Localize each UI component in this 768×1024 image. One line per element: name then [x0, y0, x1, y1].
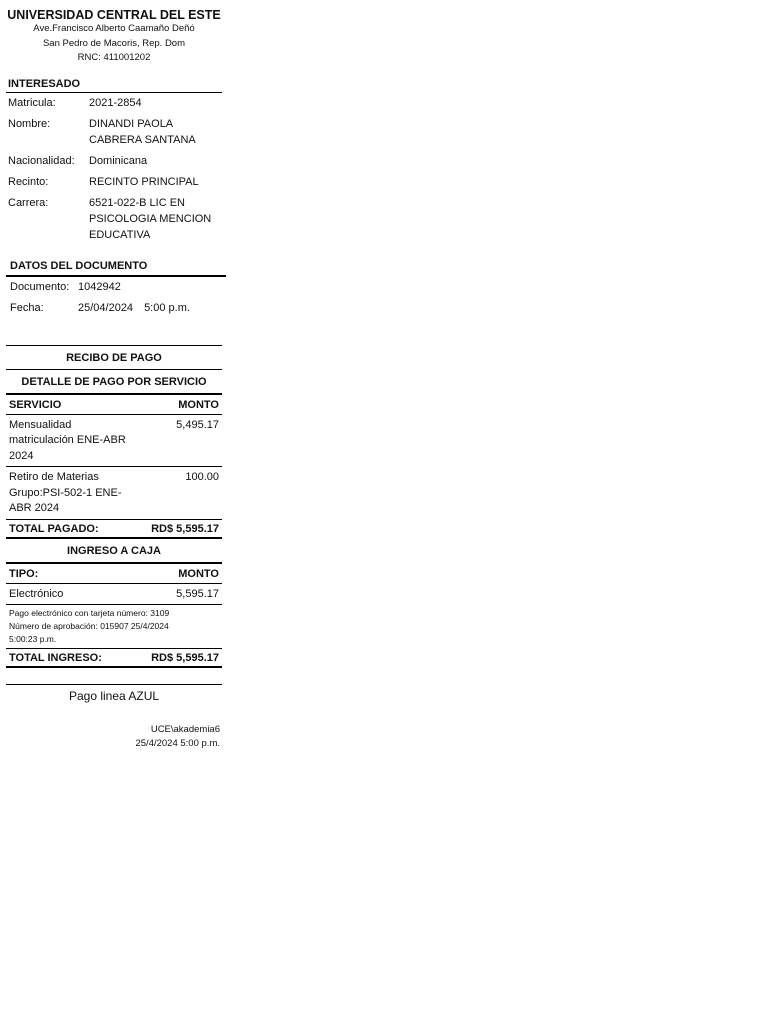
- documento-value: 1042942: [78, 280, 121, 293]
- service-desc: Retiro de Materias Grupo:PSI-502-1 ENE-ABR 2024: [9, 471, 122, 514]
- total-ingreso-label: TOTAL INGRESO:: [9, 652, 102, 664]
- field-value-matricula: 2021-2854: [89, 96, 142, 109]
- col-monto-caja: MONTO: [178, 567, 219, 580]
- caja-type: Electrónico: [9, 587, 64, 600]
- interesado-fields: [6, 93, 222, 246]
- table-row: [6, 415, 222, 468]
- institution-address: Ave.Francisco Alberto Caamaño Deñó: [33, 23, 195, 34]
- field-value-carrera: 6521-022-B LIC EN PSICOLOGIA MENCION EDUCATIVA: [89, 196, 212, 241]
- field-value-nacionalidad: Dominicana: [89, 154, 148, 167]
- caja-title: INGRESO A CAJA: [67, 544, 161, 557]
- col-monto: MONTO: [178, 398, 219, 411]
- service-amount: 5,495.17: [176, 418, 219, 431]
- recibo-title: RECIBO DE PAGO: [66, 351, 162, 364]
- field-label-nombre: Nombre:: [8, 117, 51, 130]
- interesado-title: INTERESADO: [6, 66, 222, 93]
- field-label-matricula: Matricula:: [8, 96, 56, 109]
- field-label-carrera: Carrera:: [8, 196, 49, 209]
- payment-note-approval: Número de aprobación: 015907 25/4/2024: [9, 621, 169, 631]
- fecha-value: 25/04/2024: [78, 301, 134, 314]
- total-ingreso-row: [6, 649, 222, 668]
- total-pagado-label: TOTAL PAGADO:: [9, 522, 99, 535]
- fecha-label: Fecha:: [10, 301, 44, 314]
- caja-table-header: [6, 564, 222, 584]
- service-amount: 100.00: [185, 471, 219, 483]
- col-servicio: SERVICIO: [9, 398, 62, 411]
- total-pagado-row: [6, 520, 222, 539]
- user-stamp: [6, 703, 222, 751]
- service-desc: Mensualidad matriculación ENE-ABR 2024: [9, 418, 126, 462]
- field-value-recinto: RECINTO PRINCIPAL: [89, 175, 199, 188]
- institution-name: UNIVERSIDAD CENTRAL DEL ESTE: [7, 8, 221, 22]
- payment-note-time: 5:00:23 p.m.: [9, 634, 57, 644]
- payment-channel: Pago linea AZUL: [68, 689, 160, 703]
- documento-title: DATOS DEL DOCUMENTO: [6, 246, 226, 277]
- documento-date-row: [6, 298, 222, 319]
- payment-note: [6, 605, 222, 649]
- caja-amount: 5,595.17: [176, 587, 219, 600]
- documento-number-row: [6, 277, 222, 298]
- caja-row: [6, 584, 222, 606]
- total-ingreso-value: RD$ 5,595.17: [151, 652, 219, 664]
- table-row: [6, 467, 222, 520]
- receipt-header: [6, 8, 222, 66]
- detalle-title: DETALLE DE PAGO POR SERVICIO: [21, 375, 207, 388]
- institution-city: San Pedro de Macoris, Rep. Dom: [42, 37, 186, 49]
- stamp-timestamp: 25/4/2024 5:00 p.m.: [135, 738, 220, 749]
- hora-value: 5:00 p.m.: [144, 301, 190, 314]
- field-label-nacionalidad: Nacionalidad:: [8, 154, 75, 167]
- col-tipo: TIPO:: [9, 567, 39, 580]
- receipt: [6, 6, 222, 751]
- field-label-recinto: Recinto:: [8, 175, 49, 188]
- servicio-table-header: [6, 395, 222, 415]
- user-name: UCE\akademia6: [150, 724, 220, 735]
- payment-note-card: Pago electrónico con tarjeta número: 3109: [9, 608, 170, 618]
- documento-label: Documento:: [10, 280, 70, 293]
- institution-rnc: RNC: 411001202: [77, 52, 151, 63]
- field-value-nombre: DINANDI PAOLA CABRERA SANTANA: [89, 117, 196, 146]
- total-pagado-value: RD$ 5,595.17: [151, 522, 219, 535]
